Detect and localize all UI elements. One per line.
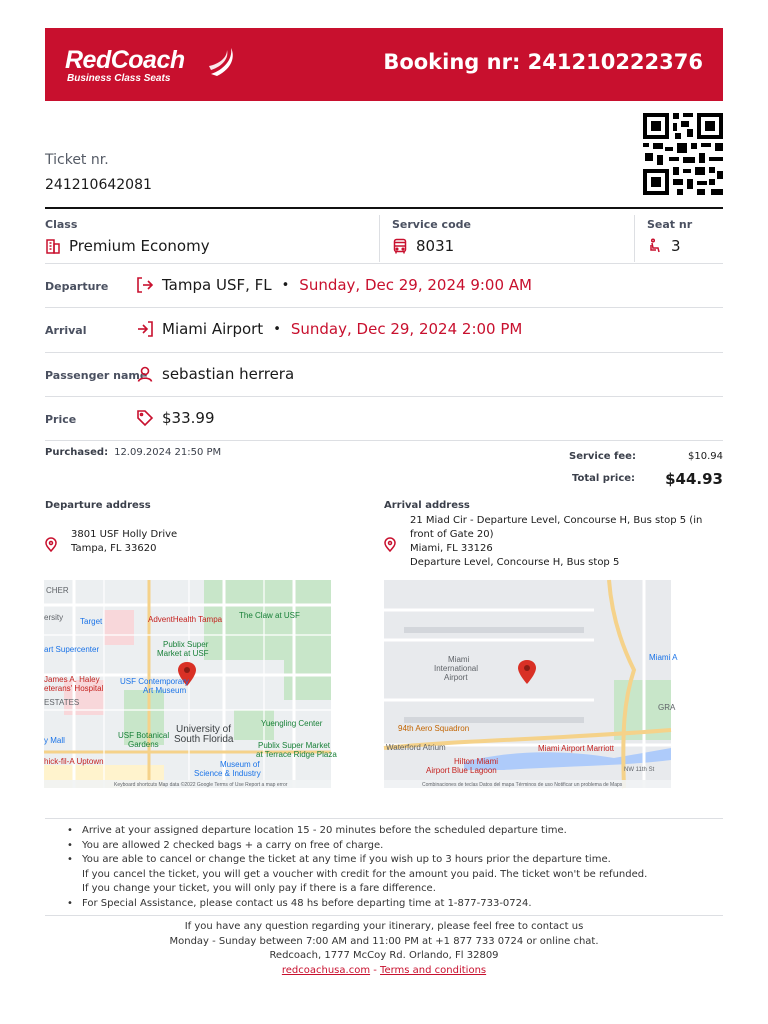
tag-icon: [136, 409, 154, 427]
map-label: USF Contemporary: [120, 677, 189, 686]
map-label: hick-fil-A Uptown: [44, 757, 104, 766]
logo-swoosh-icon: [209, 44, 239, 78]
map-label: 94th Aero Squadron: [398, 724, 470, 733]
map-label: USF Botanical: [118, 731, 170, 740]
departure-map[interactable]: [44, 580, 337, 788]
service-code-field: [392, 237, 454, 255]
location-pin-icon: [45, 538, 57, 552]
terms-link[interactable]: Terms and conditions: [380, 964, 487, 976]
header-banner: [45, 28, 723, 101]
location-pin-icon: [384, 538, 396, 552]
map-label: Museum of: [220, 760, 260, 769]
departure-label: Departure: [45, 280, 109, 293]
passenger-field: [136, 365, 294, 383]
passenger-value: sebastian herrera: [162, 365, 295, 383]
list-item: • You are allowed 2 checked bags + a carry on free of charge.: [67, 839, 384, 851]
passenger-label: Passenger name: [45, 369, 148, 382]
map-label: AdventHealth Tampa: [148, 615, 223, 624]
map-label: ESTATES: [44, 698, 80, 707]
arrival-datetime: Sunday, Dec 29, 2024 2:00 PM: [290, 320, 523, 338]
footer-line: If you have any question regarding your itinerary, please feel free to contact us: [184, 921, 584, 932]
arrival-place: Miami Airport: [162, 320, 264, 338]
note-text: You are allowed 2 checked bags + a carry on free of charge.: [82, 839, 384, 851]
service-fee-value: $10.94: [688, 451, 723, 462]
notes-list: [45, 824, 723, 911]
ticket-notes: [45, 818, 723, 916]
building-icon: [45, 238, 61, 254]
map-label: y Mall: [44, 736, 65, 745]
note-text: You are able to cancel or change the ticket at any time if you wish up to 3 hours prior the departure time.: [82, 854, 611, 865]
map-label: Miami Airport Marriott: [538, 744, 615, 753]
seat-icon: [647, 238, 663, 254]
class-label: Class: [45, 218, 78, 231]
separator-dot: •: [273, 321, 281, 337]
map-label: Yuengling Center: [261, 719, 323, 728]
map-label: at Terrace Ridge Plaza: [256, 750, 337, 759]
map-label: International: [434, 664, 479, 673]
departure-place: Tampa USF, FL: [162, 276, 272, 294]
seat-field: [647, 237, 681, 255]
map-label: Airport Blue Lagoon: [426, 766, 497, 775]
separator-dot: •: [281, 277, 290, 293]
logo-wordmark: RedCoach: [65, 46, 185, 74]
booking-number: Booking nr: 241210222376: [383, 50, 703, 74]
map-label: The Claw at USF: [239, 611, 300, 620]
row-divider: [45, 352, 723, 353]
departure-address-line1: 3801 USF Holly Drive: [71, 529, 178, 540]
header-divider: [45, 207, 723, 209]
map-label: Market at USF: [157, 649, 209, 658]
arrival-address-line4: Departure Level, Concourse H, Bus stop 5: [410, 557, 620, 568]
map-label: Target: [80, 617, 103, 626]
map-label: Waterford Atrium: [386, 743, 446, 752]
map-label: South Florida: [174, 734, 234, 745]
bus-icon: [392, 238, 408, 254]
map-label: Publix Super Market: [258, 741, 331, 750]
purchased-label: Purchased:: [45, 447, 109, 458]
row-divider: [45, 263, 723, 264]
map-label: James A. Haley: [44, 675, 100, 684]
total-price-value: $44.93: [665, 470, 723, 488]
list-item: • You are able to cancel or change the ticket at any time if you wish up to 3 hours prior the departure time. If you cancel the ticket, you will get a voucher with credit for the amount you paid. The ticket won't be refunded. If you change your ticket, you will only pay if there is a fare difference.: [65, 853, 723, 897]
list-item: • Arrive at your assigned departure location 15 - 20 minutes before the scheduled departure time.: [67, 825, 567, 836]
map-label: GRA: [658, 703, 676, 712]
footer-links: [45, 964, 723, 979]
list-item: • For Special Assistance, please contact us 48 hs before departing time at 1-877-733-0724.: [67, 897, 532, 909]
arrival-field: [136, 320, 522, 338]
map-label: CHER: [46, 586, 69, 595]
purchased-value: 12.09.2024 21:50 PM: [114, 447, 222, 458]
departure-field: [136, 276, 532, 294]
purchased-info: [45, 447, 221, 458]
map-label: Miami A: [649, 653, 678, 662]
map-label: Airport: [444, 673, 468, 682]
arrival-address-line1: 21 Miad Cir - Departure Level, Concourse H, Bus stop 5 (in: [410, 515, 703, 526]
redcoach-logo: [65, 48, 185, 84]
service-code-label: Service code: [392, 218, 471, 231]
price-field: [136, 409, 215, 427]
map-label: NW 11th St: [624, 767, 655, 773]
row-divider: [45, 396, 723, 397]
departure-address: [71, 528, 177, 556]
map-attribution: Keyboard shortcuts Map data ©2022 Google Terms of Use Report a map error: [114, 782, 288, 788]
arrival-address: [410, 514, 702, 570]
arrival-icon: [136, 320, 154, 338]
note-text: If you cancel the ticket, you will get a voucher with credit for the amount you paid. The ticket won't be refunded.: [82, 868, 648, 880]
arrival-address-line2: front of Gate 20): [410, 529, 494, 540]
price-label: Price: [45, 413, 77, 426]
ticket-number-value: 241210642081: [45, 177, 152, 193]
total-price-label: Total price:: [572, 473, 636, 484]
logo-tagline: Business Class Seats: [67, 73, 171, 84]
map-attribution: Combinaciones de teclas Datos del mapa Términos de uso Notificar un problema de Maps: [422, 782, 623, 788]
website-link[interactable]: redcoachusa.com: [281, 964, 371, 976]
column-divider: [379, 215, 380, 262]
map-label: eterans' Hospital: [44, 684, 104, 693]
qr-code-icon: [643, 113, 723, 195]
map-label: Hilton Miami: [454, 757, 499, 766]
departure-icon: [136, 276, 154, 294]
ticket-number-label: Ticket nr.: [45, 152, 109, 168]
row-divider: [45, 440, 723, 441]
person-icon: [136, 365, 154, 383]
map-label: art Supercenter: [44, 645, 100, 654]
footer-address: Redcoach, 1777 McCoy Rd. Orlando, Fl 32809: [269, 950, 499, 961]
arrival-map[interactable]: [384, 580, 678, 788]
map-label: ersity: [44, 613, 64, 622]
seat-value: 3: [671, 237, 681, 255]
map-label: Science & Industry: [194, 769, 261, 778]
price-value: $33.99: [162, 409, 215, 427]
class-field: [45, 237, 210, 255]
footer: [45, 920, 723, 978]
note-text: Arrive at your assigned departure location 15 - 20 minutes before the scheduled departure time.: [82, 825, 567, 836]
map-label: Publix Super: [163, 640, 209, 649]
departure-datetime: Sunday, Dec 29, 2024 9:00 AM: [299, 276, 532, 294]
arrival-address-label: Arrival address: [384, 500, 470, 511]
departure-address-label: Departure address: [45, 500, 151, 511]
row-divider: [45, 307, 723, 308]
note-text: If you change your ticket, you will only pay if there is a fare difference.: [82, 883, 436, 894]
departure-address-line2: Tampa, FL 33620: [71, 543, 157, 554]
column-divider: [634, 215, 635, 262]
seat-label: Seat nr: [647, 218, 693, 231]
arrival-address-line3: Miami, FL 33126: [410, 543, 493, 554]
link-separator: -: [373, 964, 377, 976]
note-text: For Special Assistance, please contact us 48 hs before departing time at 1-877-733-0724.: [82, 897, 532, 909]
map-label: Art Museum: [143, 686, 187, 695]
arrival-label: Arrival: [45, 324, 87, 337]
service-fee-label: Service fee:: [569, 451, 636, 462]
footer-line: Monday - Sunday between 7:00 AM and 11:00 PM at +1 877 733 0724 or online chat.: [169, 935, 599, 947]
map-label: Gardens: [128, 740, 159, 749]
map-label: Miami: [448, 655, 470, 664]
map-label: University of: [176, 724, 232, 735]
class-value: Premium Economy: [69, 237, 210, 255]
service-code-value: 8031: [416, 237, 455, 255]
